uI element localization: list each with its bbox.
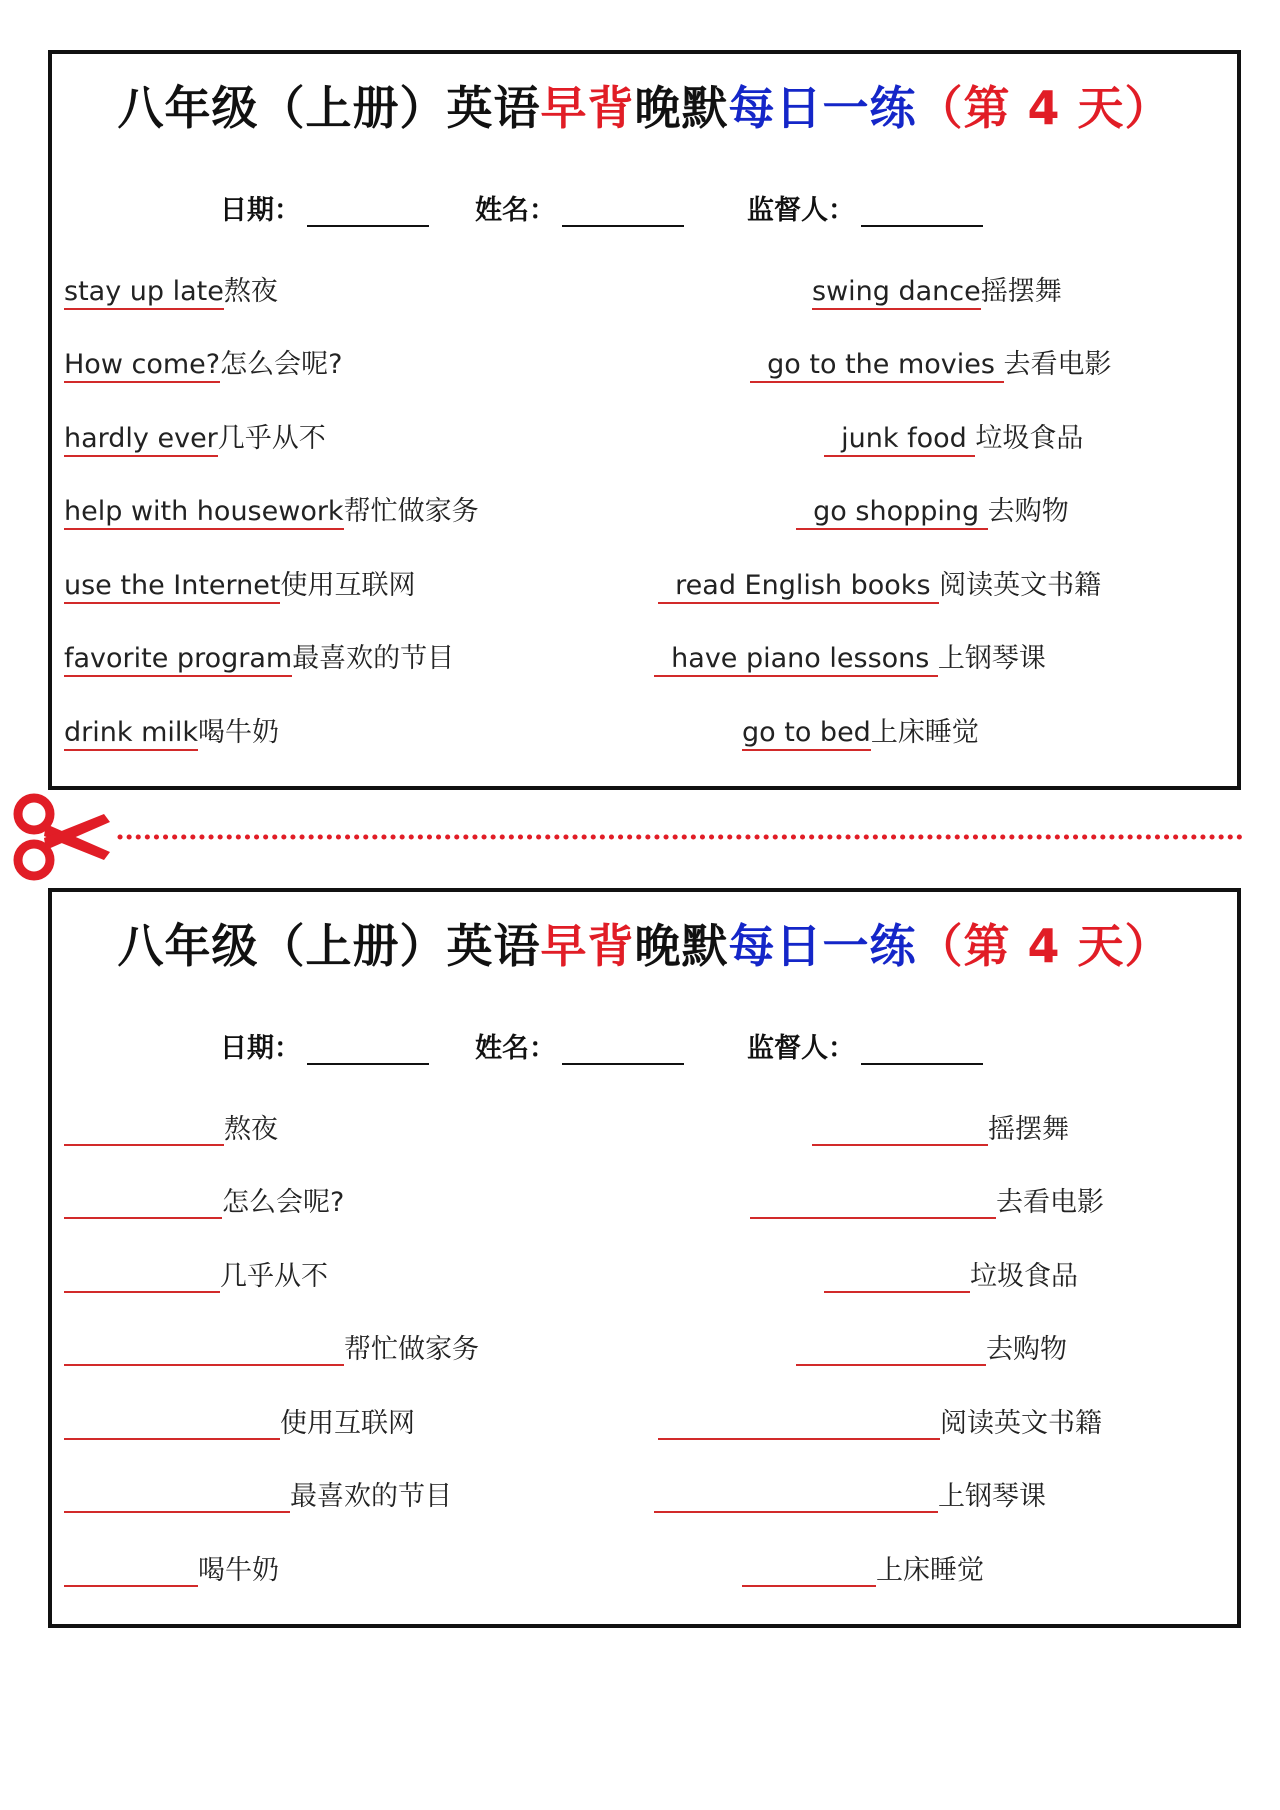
list-item: 帮忙做家务	[64, 1334, 479, 1366]
list-item: have piano lessons 上钢琴课	[654, 643, 1046, 677]
answer-blank[interactable]	[812, 1114, 988, 1146]
list-item: swing dance摇摆舞	[812, 276, 1062, 310]
supervisor-field[interactable]: 监督人：	[747, 188, 983, 227]
answer-blank[interactable]	[750, 1187, 996, 1219]
list-item: drink milk喝牛奶	[64, 717, 279, 751]
list-item: junk food 垃圾食品	[824, 423, 1083, 457]
answer-blank[interactable]	[64, 1261, 220, 1293]
name-field[interactable]: 姓名：	[475, 1026, 684, 1065]
list-item: 去看电影	[750, 1187, 1104, 1219]
date-field[interactable]: 日期：	[220, 1026, 429, 1065]
worksheet-card-answers	[48, 50, 1241, 790]
answer-blank[interactable]	[64, 1555, 198, 1587]
phrase-list-answers	[52, 54, 1237, 786]
cut-divider	[0, 790, 1280, 888]
list-item: help with housework帮忙做家务	[64, 496, 479, 530]
answer-blank[interactable]	[824, 1261, 970, 1293]
list-item: 垃圾食品	[824, 1261, 1078, 1293]
list-item: use the Internet使用互联网	[64, 570, 415, 604]
answer-blank[interactable]	[64, 1481, 290, 1513]
list-item: 使用互联网	[64, 1408, 415, 1440]
list-item: go shopping 去购物	[796, 496, 1069, 530]
answer-blank[interactable]	[654, 1481, 938, 1513]
answer-blank[interactable]	[64, 1334, 344, 1366]
answer-blank[interactable]	[742, 1555, 876, 1587]
list-item: stay up late熬夜	[64, 276, 278, 310]
scissors-icon	[0, 790, 1280, 888]
list-item: go to the movies 去看电影	[750, 349, 1112, 383]
list-item: go to bed上床睡觉	[742, 717, 979, 751]
supervisor-field[interactable]: 监督人：	[747, 1026, 983, 1065]
answer-blank[interactable]	[64, 1408, 280, 1440]
answer-blank[interactable]	[64, 1114, 224, 1146]
answer-blank[interactable]	[796, 1334, 986, 1366]
list-item: 熬夜	[64, 1114, 278, 1146]
list-item: hardly ever几乎从不	[64, 423, 326, 457]
phrase-list-blanks	[52, 892, 1237, 1624]
list-item: 最喜欢的节目	[64, 1481, 452, 1513]
list-item: 上钢琴课	[654, 1481, 1046, 1513]
name-field[interactable]: 姓名：	[475, 188, 684, 227]
worksheet-card-blanks	[48, 888, 1241, 1628]
list-item: How come?怎么会呢?	[64, 349, 342, 383]
answer-blank[interactable]	[64, 1187, 222, 1219]
worksheet-title: 八年级（上册）英语早背晚默每日一练（第 4 天）	[117, 919, 1172, 973]
worksheet-title: 八年级（上册）英语早背晚默每日一练（第 4 天）	[117, 81, 1172, 135]
list-item: 去购物	[796, 1334, 1067, 1366]
answer-blank[interactable]	[658, 1408, 940, 1440]
list-item: read English books 阅读英文书籍	[658, 570, 1101, 604]
list-item: 上床睡觉	[742, 1555, 984, 1587]
list-item: 喝牛奶	[64, 1555, 279, 1587]
list-item: 摇摆舞	[812, 1114, 1069, 1146]
list-item: 几乎从不	[64, 1261, 328, 1293]
list-item: favorite program最喜欢的节目	[64, 643, 454, 677]
list-item: 阅读英文书籍	[658, 1408, 1102, 1440]
date-field[interactable]: 日期：	[220, 188, 429, 227]
list-item: 怎么会呢?	[64, 1187, 344, 1219]
